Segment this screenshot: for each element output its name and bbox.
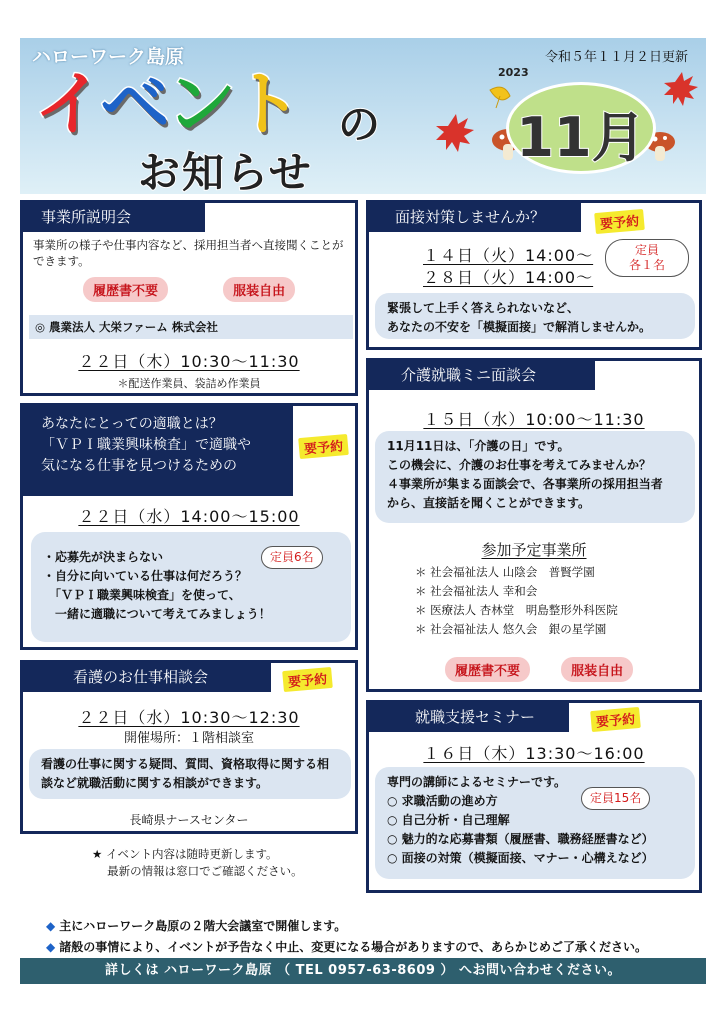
card-description: 事業所の様子や仕事内容など、採用担当者へ直接聞くことができます。 bbox=[33, 238, 344, 268]
diamond-icon: ◆ bbox=[46, 919, 56, 933]
maple-leaf-icon bbox=[664, 72, 698, 106]
desc-line: 11月11日は、「介護の日」です。 bbox=[387, 439, 570, 453]
maple-leaf-icon bbox=[436, 114, 474, 152]
desc-line: 一緒に適職について考えてみましょう！ bbox=[43, 607, 271, 621]
list-item: ○ 求職活動の進め方 bbox=[387, 794, 498, 808]
title-oshirase: お知らせ bbox=[138, 148, 313, 194]
list-item: ＊ 医療法人 杏林堂 明島整形外科医院 bbox=[415, 603, 618, 617]
event-datetime-1: １４日（火）14:00～ bbox=[423, 246, 594, 265]
card-title: 介護就職ミニ面談会 bbox=[369, 361, 595, 390]
card-interview-practice bbox=[366, 200, 702, 350]
title-char: ベ bbox=[100, 63, 166, 145]
month-badge bbox=[506, 82, 656, 174]
venue: 開催場所：１階相談室 bbox=[123, 731, 254, 746]
month-label: 11月 bbox=[516, 106, 646, 169]
updated-date: 令和５年１１月２日更新 bbox=[544, 50, 688, 65]
list-item: ○ 自己分析・自己理解 bbox=[387, 813, 510, 827]
company-name: ◎ 農業法人 大栄ファーム 株式会社 bbox=[29, 315, 353, 339]
footer-notes bbox=[46, 916, 647, 958]
event-datetime: １６日（木）13:30～16:00 bbox=[423, 744, 645, 763]
card-title: 就職支援セミナー bbox=[369, 703, 569, 732]
desc-line: あなたの不安を「模擬面接」で解消しませんか。 bbox=[387, 320, 652, 334]
list-item: ＊ 社会福祉法人 悠久会 銀の星学園 bbox=[415, 622, 607, 636]
desc-line: 緊張して上手く答えられないなど、 bbox=[387, 301, 580, 315]
notice-line: 最新の情報は窓口でご確認ください。 bbox=[92, 864, 303, 878]
list-item: ＊ 社会福祉法人 山陰会 普賢学園 bbox=[415, 565, 595, 579]
event-datetime-2: ２８日（火）14:00～ bbox=[423, 268, 594, 287]
badge-row bbox=[83, 277, 295, 302]
desc-line: から、直接話を聞くことができます。 bbox=[387, 496, 591, 510]
notice-line: ★ イベント内容は随時更新します。 bbox=[92, 847, 278, 861]
capacity-cloud: 定員15名 bbox=[581, 787, 650, 810]
office-name: ハローワーク島原 bbox=[32, 46, 185, 68]
card-company-briefing bbox=[20, 200, 358, 396]
no-resume-badge: 履歴書不要 bbox=[445, 657, 530, 682]
reservation-tag: 要予約 bbox=[282, 667, 333, 692]
title-char: ン bbox=[166, 63, 232, 145]
card-job-seminar bbox=[366, 700, 702, 893]
event-datetime: １５日（水）10:00～11:30 bbox=[423, 410, 645, 429]
event-datetime: ２２日（水）10:30～12:30 bbox=[78, 708, 300, 727]
header-banner bbox=[20, 38, 706, 194]
card-title bbox=[23, 406, 293, 496]
title-line: あなたにとっての適職とは？ bbox=[41, 416, 223, 432]
card-title: 事業所説明会 bbox=[23, 203, 205, 232]
desc-line: 「ＶＰＩ職業興味検査」を使って、 bbox=[43, 588, 241, 602]
title-char: ト bbox=[232, 63, 298, 145]
update-notice bbox=[92, 846, 303, 880]
card-nursing-consultation bbox=[20, 660, 358, 834]
title-line: 「ＶＰＩ職業興味検査」で適職や bbox=[41, 437, 251, 453]
reservation-tag: 要予約 bbox=[594, 209, 645, 234]
organizer: 長崎県ナースセンター bbox=[129, 813, 249, 827]
list-item: ○ 魅力的な応募書類（履歴書、職務経歴書など） bbox=[387, 832, 654, 846]
card-title: 看護のお仕事相談会 bbox=[23, 663, 271, 692]
title-char: イ bbox=[34, 63, 100, 145]
title-event bbox=[34, 64, 298, 144]
reservation-tag: 要予約 bbox=[590, 707, 641, 732]
casual-dress-badge: 服装自由 bbox=[561, 657, 633, 682]
title-no: の bbox=[338, 100, 381, 149]
seminar-description bbox=[375, 767, 695, 879]
contact-bar: 詳しくは ハローワーク島原 （ TEL 0957-63-8609 ） へお問い合わせください。 bbox=[20, 958, 706, 984]
desc-line: この機会に、介護のお仕事を考えてみませんか？ bbox=[387, 458, 652, 472]
care-description bbox=[375, 431, 695, 523]
list-item: ○ 面接の対策（模擬面接、マナー・心構えなど） bbox=[387, 851, 654, 865]
desc-line: ４事業所が集まる面談会で、各事業所の採用担当者 bbox=[387, 477, 663, 491]
badge-row bbox=[445, 657, 633, 682]
cloud-line: 定員 bbox=[634, 243, 659, 257]
event-datetime: ２２日（木）10:30～11:30 bbox=[78, 352, 300, 371]
interview-description bbox=[375, 293, 695, 339]
desc-line: ・自分に向いている仕事は何だろう？ bbox=[43, 569, 248, 583]
reservation-tag: 要予約 bbox=[298, 434, 349, 459]
list-item: ＊ 社会福祉法人 幸和会 bbox=[415, 584, 538, 598]
seminar-intro: 専門の講師によるセミナーです。 bbox=[387, 775, 567, 789]
footer-note: ◆ 諸般の事情により、イベントが予告なく中止、変更になる場合がありますので、あらかじめご了承ください。 bbox=[46, 940, 647, 954]
diamond-icon: ◆ bbox=[46, 940, 56, 954]
no-resume-badge: 履歴書不要 bbox=[83, 277, 168, 302]
capacity-cloud: 定員6名 bbox=[261, 546, 323, 569]
card-title: 面接対策しませんか？ bbox=[369, 203, 581, 232]
nursing-description: 看護の仕事に関する疑問、質問、資格取得に関する相談など就職活動に関する相談ができます。 bbox=[29, 749, 351, 799]
title-line: 気になる仕事を見つけるための bbox=[41, 458, 237, 474]
job-note: ＊配送作業員、袋詰め作業員 bbox=[117, 377, 261, 390]
footer-note: ◆ 主にハローワーク島原の２階大会議室で開催します。 bbox=[46, 919, 347, 933]
year-label: 2023 bbox=[498, 66, 529, 79]
casual-dress-badge: 服装自由 bbox=[223, 277, 295, 302]
ginkgo-leaf-icon bbox=[490, 87, 510, 108]
desc-line: ・応募先が決まらない bbox=[43, 550, 164, 564]
cloud-line: 各１名 bbox=[628, 258, 665, 272]
event-datetime: ２２日（水）14:00～15:00 bbox=[78, 507, 300, 526]
card-care-interview bbox=[366, 358, 702, 692]
card-vpi-test bbox=[20, 403, 358, 650]
companies-list bbox=[415, 563, 618, 639]
capacity-cloud bbox=[605, 239, 689, 277]
companies-title: 参加予定事業所 bbox=[481, 541, 587, 559]
